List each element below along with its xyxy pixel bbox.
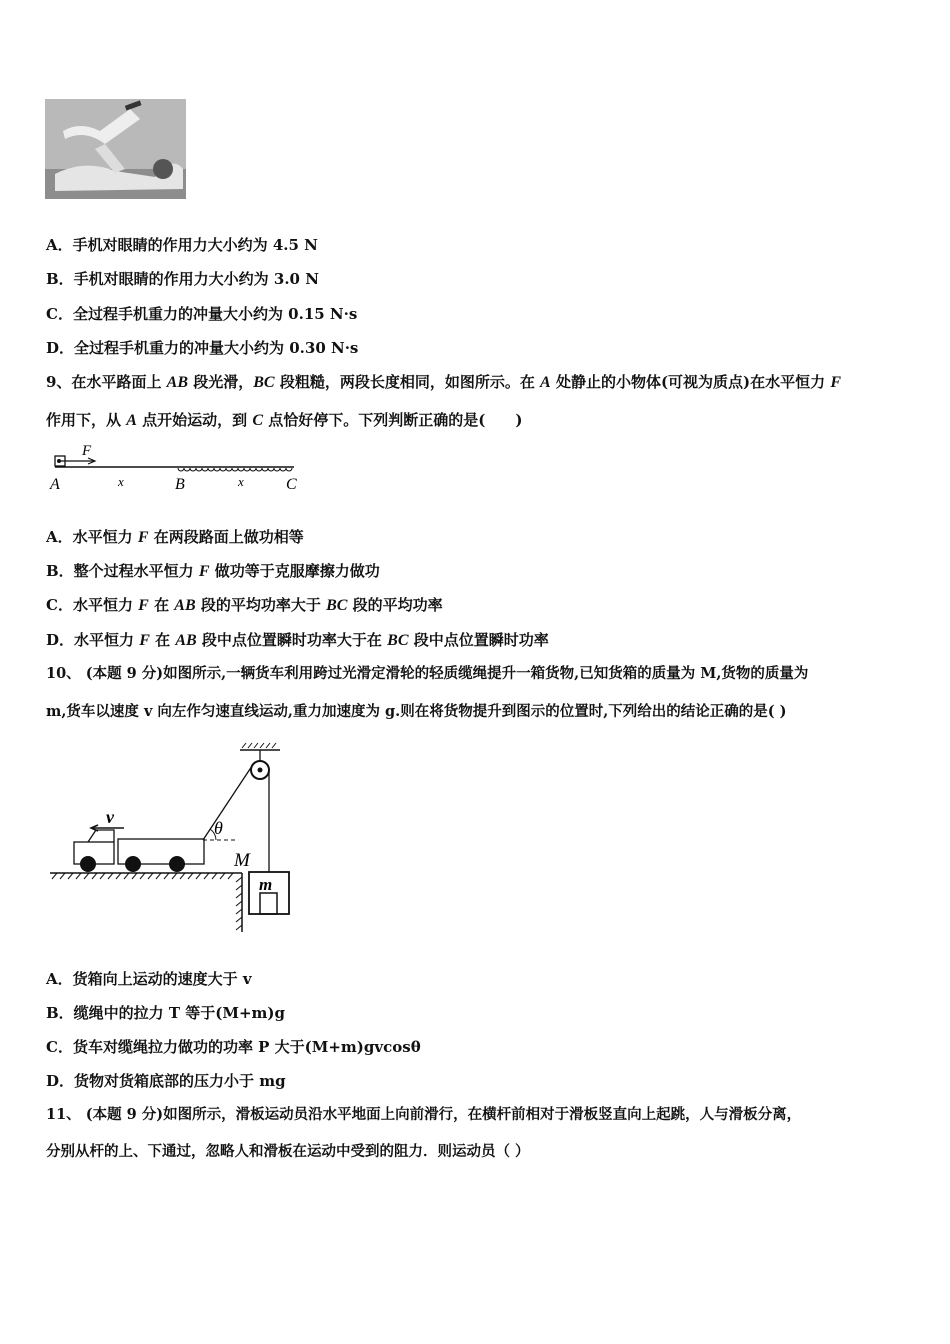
text: C．水平恒力 (46, 596, 139, 614)
point-b-label: B (175, 476, 185, 493)
text: D．水平恒力 (46, 631, 140, 649)
q10-option-c[interactable]: C．货车对缆绳拉力做功的功率 P 大于(M+m)gvcosθ (46, 1038, 421, 1056)
text: 在 (148, 596, 175, 614)
text: 点开始运动，到 (136, 411, 253, 429)
q9-stem-line2 (46, 410, 522, 431)
angle-label: θ (214, 818, 223, 838)
text: 段的平均功率 (347, 596, 443, 614)
q10-option-a[interactable]: A．货箱向上运动的速度大于 v (46, 970, 252, 988)
var: F (830, 374, 842, 391)
text: 段中点位置瞬时功率 (408, 631, 549, 649)
text: 段的平均功率大于 (195, 596, 327, 614)
text: 点恰好停下。下列判断正确的是( ) (263, 411, 523, 429)
velocity-label: v (106, 807, 114, 827)
q10-option-d[interactable]: D．货物对货箱底部的压力小于 mg (46, 1072, 286, 1090)
var: AB (174, 597, 196, 614)
text: 9、在水平路面上 (46, 373, 167, 391)
text: 在 (149, 631, 176, 649)
segment-bc-label: x (238, 474, 244, 489)
q10-stem-line2: m,货车以速度 v 向左作匀速直线运动,重力加速度为 g.则在将货物提升到图示的位置时,下列给出的结论正确的是( ) (46, 703, 787, 720)
text: 段粗糙，两段长度相同，如图所示。在 (274, 373, 541, 391)
var: BC (326, 597, 348, 614)
q11-stem-line2: 分别从杆的上、下通过，忽略人和滑板在运动中受到的阻力．则运动员（ ） (46, 1143, 530, 1160)
var: A (126, 412, 137, 429)
var: C (252, 412, 264, 429)
q8-option-a[interactable]: A．手机对眼睛的作用力大小约为 4.5 N (46, 236, 318, 254)
cargo-mass-label: m (259, 875, 273, 894)
var: A (540, 374, 551, 391)
var: F (198, 563, 210, 580)
text: B．整个过程水平恒力 (46, 562, 199, 580)
q10-figure-truck-pulley (46, 742, 306, 938)
var: BC (253, 374, 275, 391)
q11-stem-line1: 11、 (本题 9 分)如图所示，滑板运动员沿水平地面上向前滑行，在横杆前相对于滑板竖直向上起跳，人与滑板分离， (46, 1106, 802, 1123)
point-a-label: A (50, 476, 60, 493)
q9-option-b[interactable] (46, 561, 380, 582)
q10-stem-line1: 10、 (本题 9 分)如图所示,一辆货车利用跨过光滑定滑轮的轻质缆绳提升一箱货物,已知货箱的质量为 M,货物的质量为 (46, 665, 809, 682)
var: F (139, 632, 150, 649)
q8-option-b[interactable]: B．手机对眼睛的作用力大小约为 3.0 N (46, 270, 319, 288)
text: 作用下，从 (46, 411, 127, 429)
q8-option-c[interactable]: C．全过程手机重力的冲量大小约为 0.15 N·s (46, 305, 358, 323)
photo-person-lying-with-phone (45, 99, 186, 199)
text: 做功等于克服摩擦力做功 (209, 562, 380, 580)
q9-stem-line1 (46, 372, 841, 393)
segment-ab-label: x (118, 474, 124, 489)
var: BC (387, 632, 409, 649)
q9-option-c[interactable] (46, 595, 443, 616)
q9-option-a[interactable] (46, 527, 304, 548)
var: AB (175, 632, 197, 649)
point-c-label: C (286, 476, 297, 493)
box-mass-label: M (234, 850, 250, 871)
text: 段中点位置瞬时功率大于在 (196, 631, 388, 649)
var: F (138, 597, 149, 614)
text: A．水平恒力 (46, 528, 138, 546)
q9-figure-track (46, 440, 306, 496)
q10-option-b[interactable]: B．缆绳中的拉力 T 等于(M+m)g (46, 1004, 286, 1022)
var: F (137, 529, 149, 546)
force-label: F (82, 443, 92, 459)
q9-option-d[interactable] (46, 630, 549, 651)
text: 在两段路面上做功相等 (148, 528, 304, 546)
q8-option-d[interactable]: D．全过程手机重力的冲量大小约为 0.30 N·s (46, 339, 359, 357)
var: AB (166, 374, 189, 391)
text: 处静止的小物体(可视为质点)在水平恒力 (550, 373, 831, 391)
text: 段光滑， (188, 373, 254, 391)
